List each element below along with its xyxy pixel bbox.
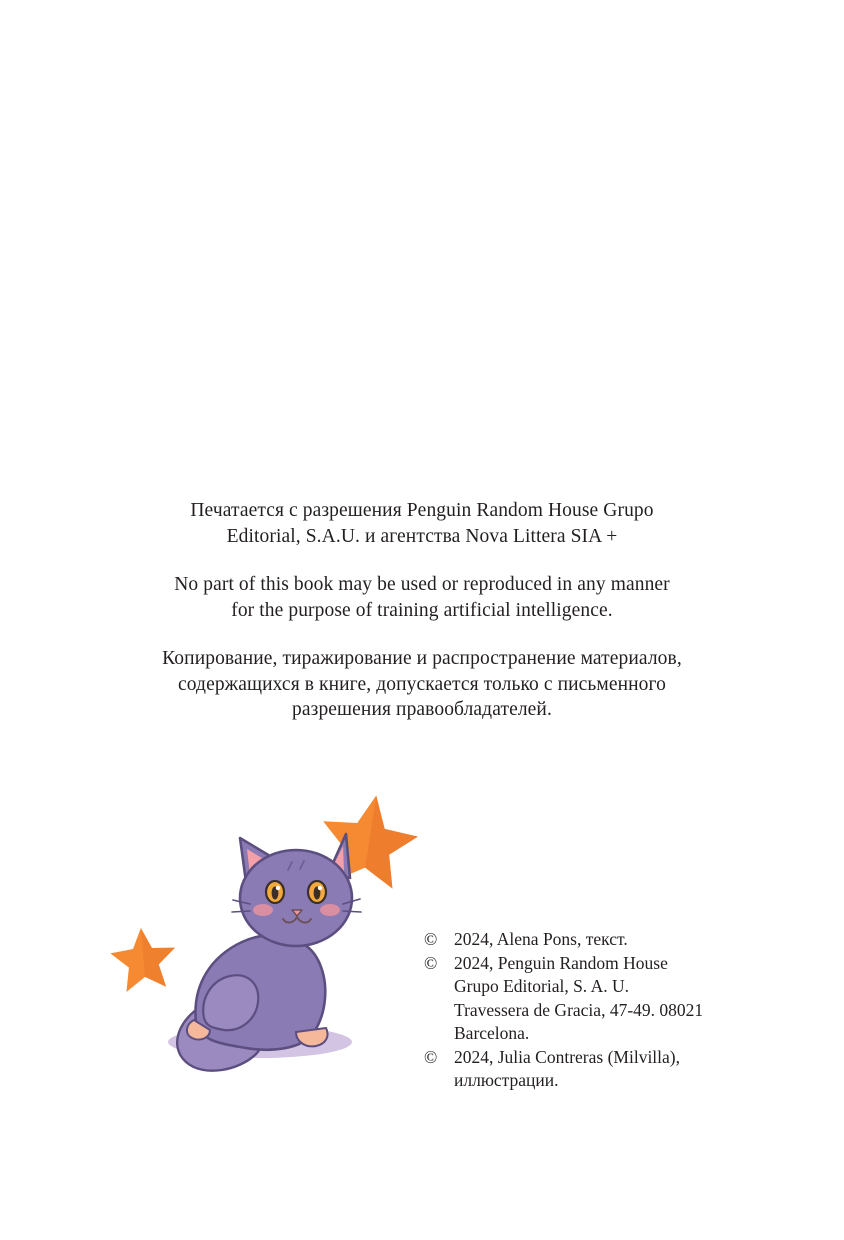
- cat-face: [240, 850, 352, 946]
- ai-training-notice-line-1: No part of this book may be used or reproduced in any manner: [174, 574, 670, 595]
- copying-notice-line-1: Копирование, тиражирование и распространение материалов,: [162, 648, 682, 669]
- copying-notice-line-3: разрешения правообладателей.: [292, 699, 552, 720]
- copyright-symbol-icon: ©: [424, 952, 438, 973]
- copyright-entry-illustrator-text: [454, 1046, 744, 1093]
- cat-right-eye-glint: [318, 886, 322, 890]
- cat-right-blush: [320, 904, 340, 916]
- cat-front-paw: [296, 1028, 328, 1046]
- star-small-icon: [108, 925, 179, 993]
- copyright-symbol-icon: ©: [424, 1046, 438, 1067]
- permission-notice-paragraph: [110, 498, 734, 549]
- cat-head: [232, 834, 361, 946]
- copying-notice-line-2: содержащихся в книге, допускается только с письменного: [178, 673, 666, 695]
- ai-training-notice-paragraph: [110, 572, 734, 623]
- copyright-publisher-line-2: Grupo Editorial, S. A. U.: [454, 976, 629, 996]
- copyright-entry-publisher: [424, 952, 744, 1046]
- copyright-entry-author: [424, 928, 744, 952]
- copyright-author-line-1: 2024, Alena Pons, текст.: [454, 929, 628, 949]
- permission-notice-line-1: Печатается с разрешения Penguin Random House Grupo: [190, 500, 654, 521]
- ai-training-notice-line-2: for the purpose of training artificial intelligence.: [231, 599, 613, 621]
- permission-notice-line-2: Editorial, S.A.U. и агентства Nova Littera SIA +: [226, 525, 618, 547]
- cat-left-eye-glint: [276, 886, 280, 890]
- legal-notice-block: [110, 498, 734, 723]
- cat-left-blush: [253, 904, 273, 916]
- copyright-illustrator-line-1: 2024, Julia Contreras (Milvilla),: [454, 1046, 681, 1067]
- cat-illustration: [100, 770, 430, 1110]
- copyright-entry-author-text: [454, 928, 744, 952]
- copyright-illustrator-line-2: иллюстрации.: [454, 1070, 559, 1090]
- copyright-entry-illustrator: [424, 1046, 744, 1093]
- copyright-publisher-line-3: Travessera de Gracia, 47-49. 08021: [454, 999, 704, 1020]
- copyright-publisher-line-1: 2024, Penguin Random House: [454, 952, 668, 973]
- copyright-symbol-icon: ©: [424, 929, 438, 949]
- copyright-publisher-line-4: Barcelona.: [454, 1023, 530, 1043]
- copying-notice-paragraph: [110, 646, 734, 723]
- copyright-list: [424, 928, 744, 1093]
- copyright-entry-publisher-text: [454, 952, 744, 1046]
